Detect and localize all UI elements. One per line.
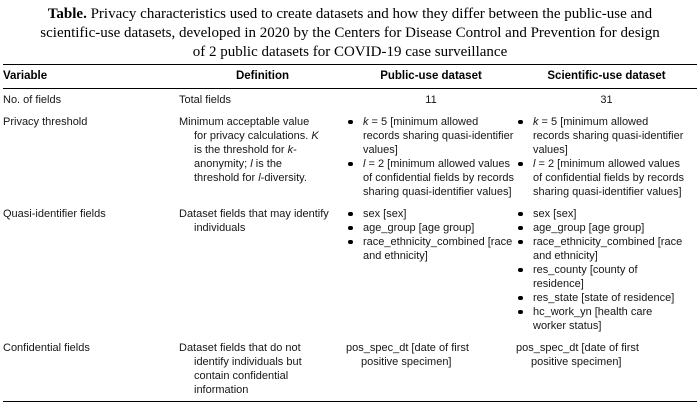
field-item [346,157,516,199]
field-item [346,115,516,157]
field-item [516,157,686,199]
caption-line-2: scientific-use datasets, developed in 2020 by the Centers for Disease Control and Prevention for design [40,25,660,41]
definition-text [179,115,325,185]
field-list [346,207,516,263]
text-segment: age_group [age group] [533,222,645,234]
text-segment: sex [sex] [363,208,407,220]
field-list [516,115,686,199]
text-segment: pos_spec_dt [date of first positive specimen] [516,342,639,368]
italic-text: K [311,130,319,142]
definition-text [179,341,330,397]
text-segment: hc_work_yn [health care worker status] [533,306,653,332]
field-list [516,207,686,333]
field-item [346,207,516,221]
field-item [516,235,686,263]
field-item [516,305,686,333]
caption-text: Privacy characteristics used to create datasets and how they differ between the public-use and [90,6,653,22]
scientific-use-cell [516,203,697,337]
text-segment: age_group [age group] [363,222,475,234]
definition-cell [179,111,346,203]
text-segment: = 2 [minimum allowed values of confidential fields by records sharing quasi-identifier values] [363,158,515,198]
scientific-use-cell [516,89,697,112]
italic-text: l [533,158,536,170]
field-item [516,207,686,221]
variable-cell: Confidential fields [3,342,90,354]
public-use-cell [346,111,516,203]
public-use-cell [346,89,516,112]
text-segment: is the threshold for [194,144,288,156]
text-segment: Minimum acceptable value for privacy calculations. [179,116,312,142]
variable-cell: Quasi-identifier fields [3,208,106,220]
text-segment: Dataset fields that do not identify individuals but contain confidential information [179,342,302,396]
field-item [346,221,516,235]
text-segment: 31 [600,94,613,106]
text-segment: -diversity. [260,172,307,184]
text-segment: sex [sex] [533,208,577,220]
text-segment: 11 [425,94,437,106]
field-item [516,115,686,157]
field-item [346,235,516,263]
table-row [3,337,697,402]
text-segment: res_state [state of residence] [533,292,675,304]
field-item [516,221,686,235]
text-segment: Total fields [179,94,231,106]
column-header-definition: Definition [179,65,346,89]
field-item [516,291,686,305]
text-segment: race_ethnicity_combined [race and ethnicity] [533,236,683,262]
table-caption [0,0,700,62]
italic-text: l [258,172,261,184]
caption-line-1 [0,5,700,24]
variable-cell: Privacy threshold [3,116,88,128]
text-segment: is the threshold for [194,158,283,184]
scientific-use-cell [516,337,697,402]
header-row [3,65,697,89]
column-header-variable: Variable [3,65,179,89]
public-use-cell [346,203,516,337]
italic-text: l [363,158,366,170]
text-segment: -anonymity; [194,144,297,170]
text-segment: race_ethnicity_combined [race and ethnicity] [363,236,513,262]
definition-cell [179,337,346,402]
field-text [346,341,501,369]
privacy-characteristics-table [3,64,697,402]
text-segment: res_county [county of residence] [533,264,638,290]
public-use-cell [346,337,516,402]
definition-text [179,93,346,107]
text-segment: = 5 [minimum allowed records sharing quasi-identifier values] [363,116,514,156]
text-segment: pos_spec_dt [date of first positive specimen] [346,342,469,368]
text-segment: Dataset fields that may identify individuals [179,208,329,234]
text-segment: = 2 [minimum allowed values of confidential fields by records sharing quasi-identifier values] [533,158,685,198]
table-body [3,89,697,402]
definition-cell [179,203,346,337]
column-header-scientific-use: Scientific-use dataset [516,65,697,89]
text-segment: = 5 [minimum allowed records sharing quasi-identifier values] [533,116,684,156]
definition-cell [179,89,346,112]
definition-text [179,207,330,235]
italic-text: k [287,144,294,156]
italic-text: k [533,116,539,128]
column-header-public-use: Public-use dataset [346,65,516,89]
field-list [346,115,516,199]
table-header [3,65,697,89]
table-row [3,89,697,112]
table-label: Table. [47,6,87,22]
table-row [3,111,697,203]
caption-line-3: of 2 public datasets for COVID-19 case surveillance [192,44,508,60]
italic-text: l [250,158,253,170]
italic-text: k [363,116,369,128]
scientific-use-cell [516,111,697,203]
field-item [516,263,686,291]
variable-cell: No. of fields [3,94,62,106]
table-row [3,203,697,337]
field-text [516,341,671,369]
